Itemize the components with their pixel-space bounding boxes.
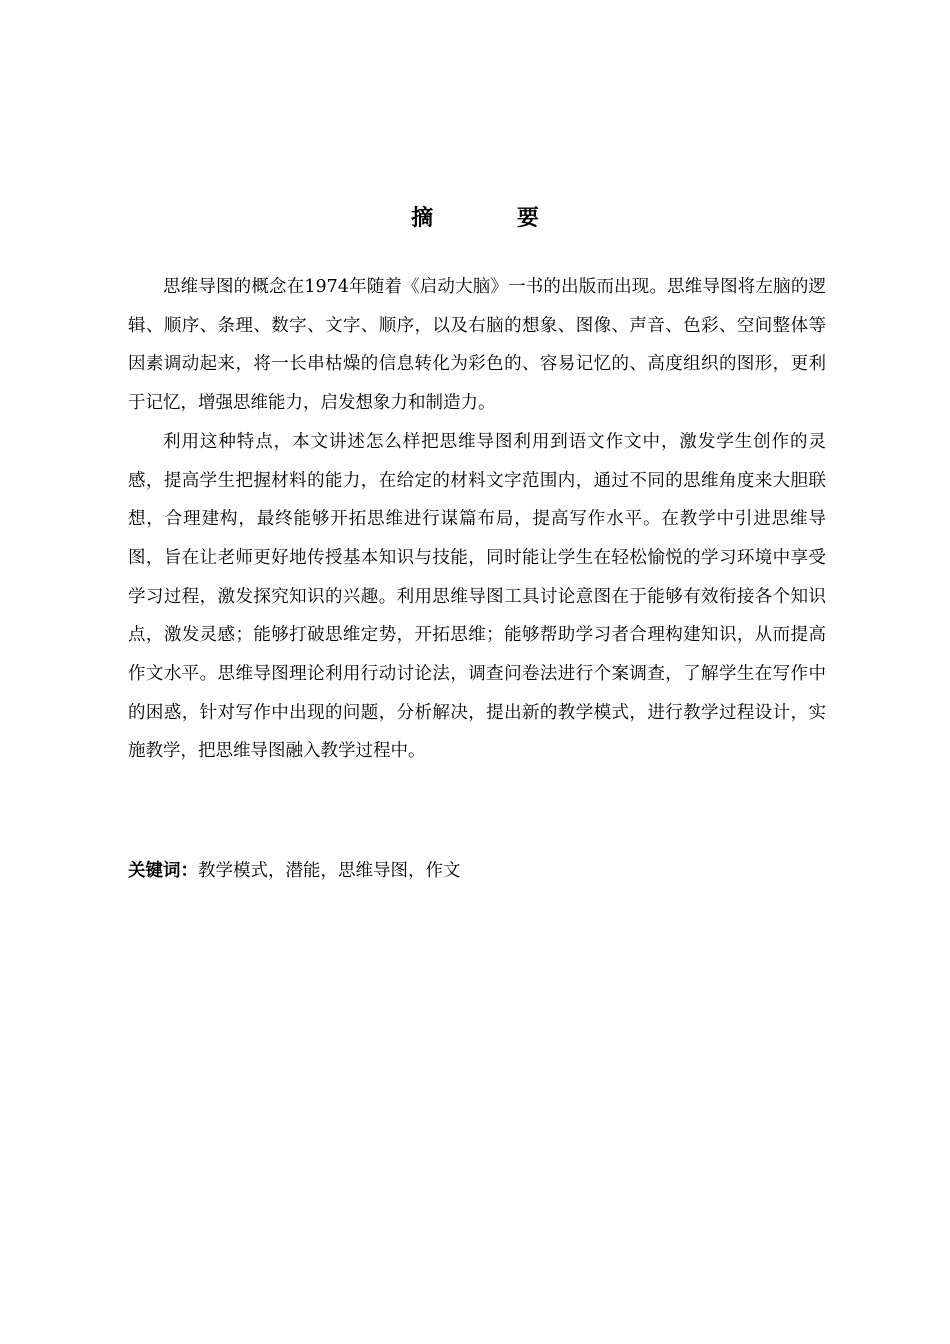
abstract-title: 摘 要 [411, 206, 577, 231]
abstract-body [128, 268, 826, 771]
keywords-value: 教学模式，潜能，思维导图，作文 [198, 861, 461, 881]
keywords-line [128, 855, 826, 887]
abstract-paragraph-2: 利用这种特点，本文讲述怎么样把思维导图利用到语文作文中，激发学生创作的灵感，提高学生把握材料的能力，在给定的材料文字范围内，通过不同的思维角度来大胆联想，合理建构，最终能够开拓思维进行谋篇布局，提高写作水平。在教学中引进思维导图，旨在让老师更好地传授基本知识与技能，同时能让学生在轻松愉悦的学习环境中享受学习过程，激发探究知识的兴趣。利用思维导图工具讨论意图在于能够有效衔接各个知识点，激发灵感；能够打破思维定势，开拓思维；能够帮助学习者合理构建知识，从而提高作文水平。思维导图理论利用行动讨论法，调查问卷法进行个案调查，了解学生在写作中的困惑，针对写作中出现的问题，分析解决，提出新的教学模式，进行教学过程设计，实施教学，把思维导图融入教学过程中。 [128, 431, 826, 762]
keywords-label: 关键词： [128, 861, 198, 881]
abstract-paragraph-1: 思维导图的概念在1974年随着《启动大脑》一书的出版而出现。思维导图将左脑的逻辑、顺序、条理、数字、文字、顺序，以及右脑的想象、图像、声音、色彩、空间整体等因素调动起来，将一长串枯燥的信息转化为彩色的、容易记忆的、高度组织的图形，更利于记忆，增强思维能力，启发想象力和制造力。 [128, 277, 826, 414]
